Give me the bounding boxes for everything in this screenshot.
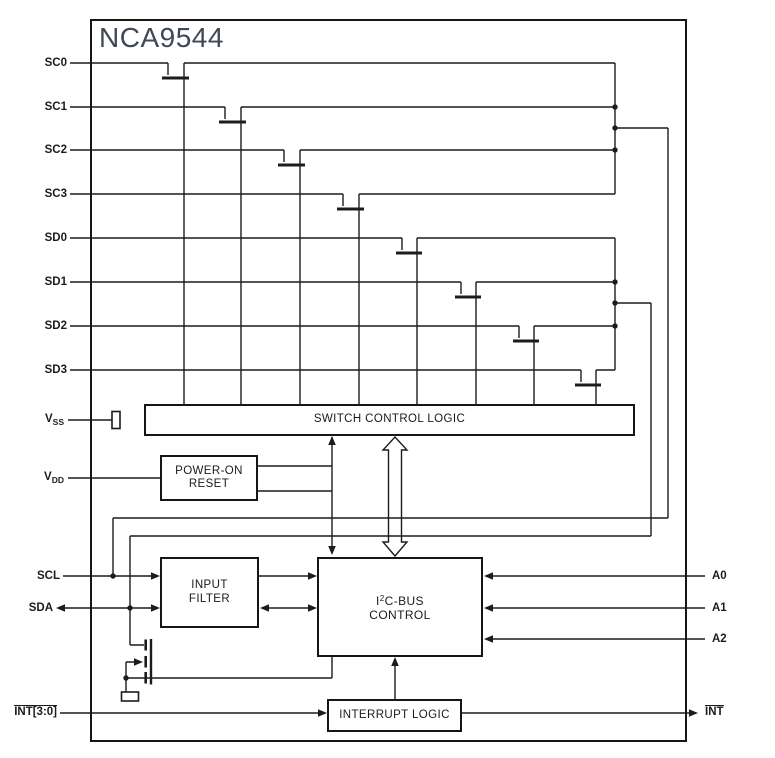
input-filter-block <box>160 557 259 628</box>
pin-label-sd0: SD0 <box>44 232 67 244</box>
power-on-reset-block <box>160 455 258 501</box>
pin-label-sc0: SC0 <box>44 57 67 69</box>
pin-label-int-out: INT <box>705 706 724 718</box>
i2c-bus-control-block <box>317 557 483 657</box>
pin-label-scl: SCL <box>37 570 60 582</box>
pin-label-sd3: SD3 <box>44 364 67 376</box>
switch-control-logic-label: SWITCH CONTROL LOGIC <box>313 413 466 426</box>
pin-label-sd2: SD2 <box>44 320 67 332</box>
pin-label-sc3: SC3 <box>44 188 67 200</box>
switch-control-logic-block <box>144 404 635 436</box>
pin-label-sc1: SC1 <box>44 101 67 113</box>
pin-label-int-in: INT[3:0] <box>14 706 57 718</box>
input-filter-label-line1: INPUT <box>191 579 228 591</box>
input-filter-label-line2: FILTER <box>188 592 231 605</box>
pin-label-sda: SDA <box>28 602 53 614</box>
pin-label-a2: A2 <box>712 633 727 645</box>
pin-label-a1: A1 <box>712 602 727 614</box>
pin-label-a0: A0 <box>712 570 727 582</box>
i2c-bus-control-label-line2: CONTROL <box>369 607 431 622</box>
power-on-reset-label-line1: POWER-ON <box>175 464 243 477</box>
interrupt-logic-label: INTERRUPT LOGIC <box>339 708 450 721</box>
pin-label-sc2: SC2 <box>44 144 67 156</box>
interrupt-logic-block <box>327 699 462 732</box>
power-on-reset-label-line2: RESET <box>188 478 230 490</box>
pin-label-sd1: SD1 <box>44 276 67 288</box>
chip-title: NCA9544 <box>99 22 224 53</box>
i2c-bus-control-label-line1: $I^2C$-BUS <box>376 594 424 608</box>
pin-label-vss: $V_{SS}$ <box>44 413 64 427</box>
pin-label-vdd: $V_{DD}$ <box>44 471 64 485</box>
